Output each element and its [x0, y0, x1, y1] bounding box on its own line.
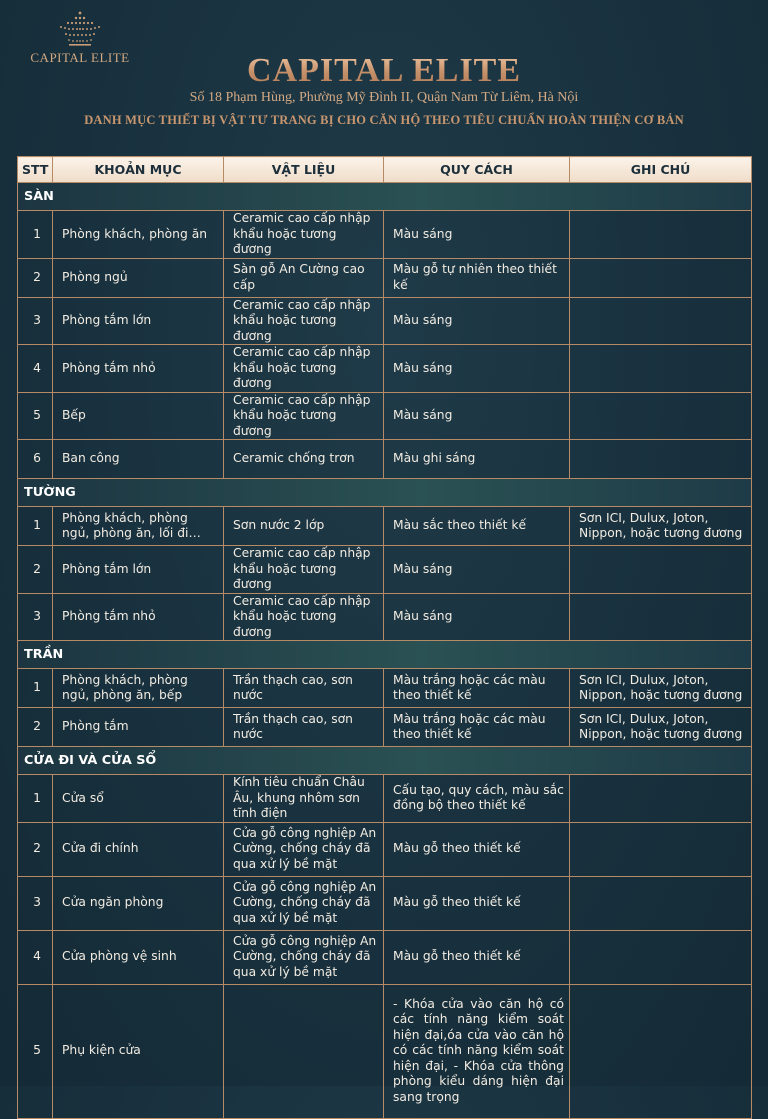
- cell-note: [570, 211, 752, 259]
- cell-material: Ceramic cao cấp nhập khẩu hoặc tương đương: [224, 546, 384, 594]
- header-stt: STT: [18, 157, 53, 183]
- cell-stt: 3: [18, 593, 53, 641]
- cell-note: [570, 984, 752, 1118]
- cell-note: [570, 258, 752, 297]
- cell-material: Ceramic cao cấp nhập khẩu hoặc tương đương: [224, 345, 384, 393]
- cell-stt: 1: [18, 669, 53, 708]
- cell-note: [570, 392, 752, 440]
- section-row-ceiling: [18, 641, 752, 669]
- cell-stt: 2: [18, 546, 53, 594]
- header-material: VẬT LIỆU: [224, 157, 384, 183]
- cell-material: Ceramic cao cấp nhập khẩu hoặc tương đương: [224, 297, 384, 345]
- crown-icon: [57, 10, 103, 48]
- table-row: [18, 258, 752, 297]
- cell-item: Phòng khách, phòng ngủ, phòng ăn, bếp: [53, 669, 224, 708]
- cell-spec: Màu sáng: [384, 211, 570, 259]
- cell-item: Phòng tắm nhỏ: [53, 345, 224, 393]
- table-header-row: [18, 157, 752, 183]
- cell-material: Cửa gỗ công nghiệp An Cường, chống cháy đã qua xử lý bề mặt: [224, 930, 384, 984]
- cell-stt: 2: [18, 708, 53, 747]
- section-title: CỬA ĐI VÀ CỬA SỔ: [18, 747, 752, 775]
- cell-spec: Màu gỗ theo thiết kế: [384, 930, 570, 984]
- cell-stt: 2: [18, 258, 53, 297]
- cell-item: Bếp: [53, 392, 224, 440]
- cell-material: Kính tiêu chuẩn Châu Âu, khung nhôm sơn tĩnh điện: [224, 775, 384, 823]
- cell-note: [570, 546, 752, 594]
- section-title: SÀN: [18, 183, 752, 211]
- cell-item: Phòng ngủ: [53, 258, 224, 297]
- table-row: [18, 593, 752, 641]
- cell-stt: 3: [18, 297, 53, 345]
- cell-item: Phòng tắm lớn: [53, 297, 224, 345]
- cell-note: [570, 440, 752, 479]
- cell-note: [570, 930, 752, 984]
- section-title: TƯỜNG: [18, 479, 752, 507]
- table-row: [18, 297, 752, 345]
- page-title: CAPITAL ELITE: [0, 52, 768, 90]
- table-row: [18, 546, 752, 594]
- cell-spec: Màu gỗ tự nhiên theo thiết kế: [384, 258, 570, 297]
- cell-note: Sơn ICI, Dulux, Joton, Nippon, hoặc tương đương: [570, 708, 752, 747]
- cell-note: [570, 876, 752, 930]
- cell-stt: 6: [18, 440, 53, 479]
- table-row: [18, 930, 752, 984]
- cell-material: Cửa gỗ công nghiệp An Cường, chống cháy đã qua xử lý bề mặt: [224, 876, 384, 930]
- header-spec: QUY CÁCH: [384, 157, 570, 183]
- cell-material: Sơn nước 2 lớp: [224, 507, 384, 546]
- cell-spec: Màu sáng: [384, 593, 570, 641]
- cell-stt: 1: [18, 507, 53, 546]
- cell-spec: Màu ghi sáng: [384, 440, 570, 479]
- cell-spec: Cấu tạo, quy cách, màu sắc đồng bộ theo thiết kế: [384, 775, 570, 823]
- cell-spec: - Khóa cửa vào căn hộ có các tính năng kiểm soát hiện đại,óa cửa vào căn hộ có các tính năng kiểm soát hiện đại, - Khóa cửa thông phòng kiểu dáng hiện đại sang trọng: [384, 984, 570, 1118]
- page-subtitle: DANH MỤC THIẾT BỊ VẬT TƯ TRANG BỊ CHO CĂN HỘ THEO TIÊU CHUẨN HOÀN THIỆN CƠ BẢN: [84, 113, 684, 127]
- cell-material: Cửa gỗ công nghiệp An Cường, chống cháy đã qua xử lý bề mặt: [224, 822, 384, 876]
- cell-note: [570, 822, 752, 876]
- cell-spec: Màu sắc theo thiết kế: [384, 507, 570, 546]
- cell-stt: 3: [18, 876, 53, 930]
- cell-item: Phòng tắm nhỏ: [53, 593, 224, 641]
- cell-spec: Màu sáng: [384, 345, 570, 393]
- cell-spec: Màu gỗ theo thiết kế: [384, 876, 570, 930]
- table-row: [18, 669, 752, 708]
- table-row: [18, 392, 752, 440]
- table-row: [18, 440, 752, 479]
- cell-note: [570, 775, 752, 823]
- project-address: Số 18 Phạm Hùng, Phường Mỹ Đình II, Quận Nam Từ Liêm, Hà Nội: [189, 90, 579, 105]
- cell-item: Phòng tắm lớn: [53, 546, 224, 594]
- cell-stt: 5: [18, 984, 53, 1118]
- cell-item: Cửa ngăn phòng: [53, 876, 224, 930]
- section-row-floor: [18, 183, 752, 211]
- table-row: [18, 876, 752, 930]
- header-note: GHI CHÚ: [570, 157, 752, 183]
- cell-spec: Màu sáng: [384, 392, 570, 440]
- cell-item: Cửa phòng vệ sinh: [53, 930, 224, 984]
- section-row-doors-windows: [18, 747, 752, 775]
- cell-item: Phụ kiện cửa: [53, 984, 224, 1118]
- cell-spec: Màu sáng: [384, 546, 570, 594]
- cell-note: [570, 345, 752, 393]
- cell-note: Sơn ICI, Dulux, Joton, Nippon, hoặc tương đương: [570, 669, 752, 708]
- cell-item: Phòng khách, phòng ăn: [53, 211, 224, 259]
- cell-stt: 2: [18, 822, 53, 876]
- cell-spec: Màu sáng: [384, 297, 570, 345]
- table-row: [18, 211, 752, 259]
- cell-material: [224, 984, 384, 1118]
- table-row: [18, 507, 752, 546]
- cell-stt: 5: [18, 392, 53, 440]
- header-item: KHOẢN MỤC: [53, 157, 224, 183]
- cell-material: Trần thạch cao, sơn nước: [224, 669, 384, 708]
- section-title: TRẦN: [18, 641, 752, 669]
- cell-material: Ceramic chống trơn: [224, 440, 384, 479]
- cell-spec: Màu trắng hoặc các màu theo thiết kế: [384, 708, 570, 747]
- cell-spec: Màu gỗ theo thiết kế: [384, 822, 570, 876]
- cell-item: Cửa sổ: [53, 775, 224, 823]
- cell-stt: 4: [18, 345, 53, 393]
- cell-item: Cửa đi chính: [53, 822, 224, 876]
- table-row: [18, 345, 752, 393]
- cell-note: [570, 593, 752, 641]
- cell-item: Ban công: [53, 440, 224, 479]
- cell-material: Sàn gỗ An Cường cao cấp: [224, 258, 384, 297]
- cell-material: Ceramic cao cấp nhập khẩu hoặc tương đương: [224, 593, 384, 641]
- cell-note: [570, 297, 752, 345]
- equipment-table: [17, 156, 752, 1119]
- table-row: [18, 984, 752, 1118]
- cell-material: Ceramic cao cấp nhập khẩu hoặc tương đương: [224, 211, 384, 259]
- table-row: [18, 775, 752, 823]
- cell-item: Phòng khách, phòng ngủ, phòng ăn, lối đi…: [53, 507, 224, 546]
- section-row-wall: [18, 479, 752, 507]
- cell-material: Trần thạch cao, sơn nước: [224, 708, 384, 747]
- table-row: [18, 822, 752, 876]
- cell-item: Phòng tắm: [53, 708, 224, 747]
- cell-material: Ceramic cao cấp nhập khẩu hoặc tương đương: [224, 392, 384, 440]
- cell-stt: 4: [18, 930, 53, 984]
- cell-spec: Màu trắng hoặc các màu theo thiết kế: [384, 669, 570, 708]
- table-row: [18, 708, 752, 747]
- cell-stt: 1: [18, 775, 53, 823]
- cell-stt: 1: [18, 211, 53, 259]
- cell-note: Sơn ICI, Dulux, Joton, Nippon, hoặc tương đương: [570, 507, 752, 546]
